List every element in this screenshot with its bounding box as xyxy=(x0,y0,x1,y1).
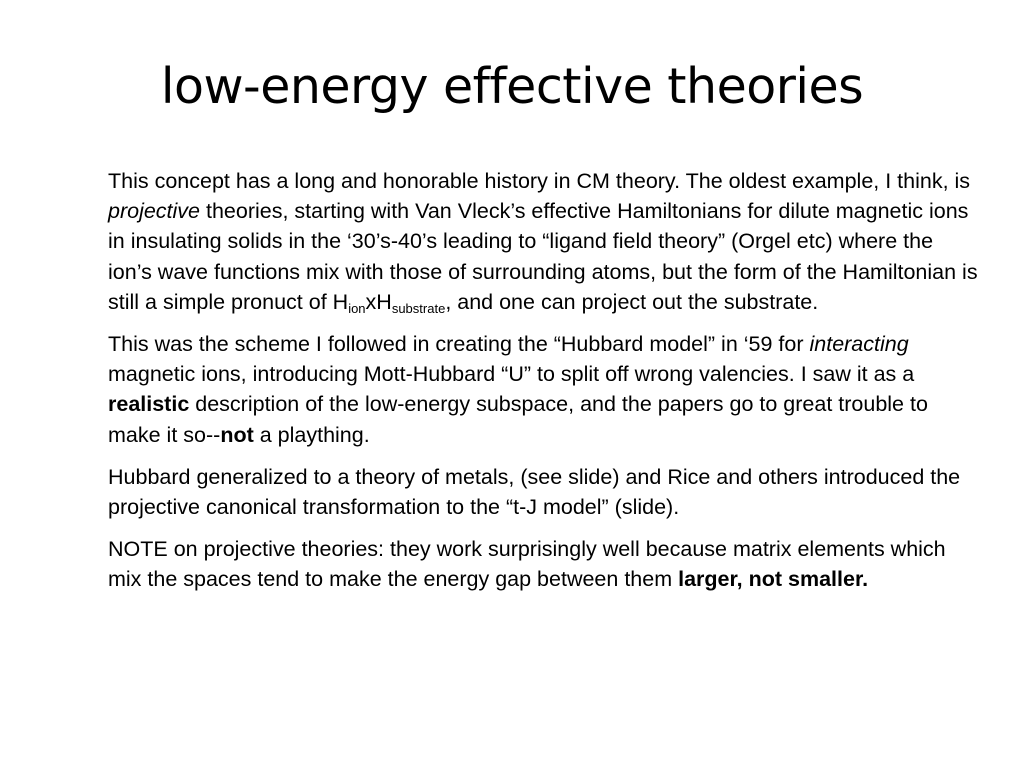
p1-subscript-ion: ion xyxy=(348,300,366,316)
slide-title: low-energy effective theories xyxy=(160,58,864,115)
p3-text: Hubbard generalized to a theory of metals, (see slide) and Rice and others introduced the projective canonical transformation to the “t-J model” (slide). xyxy=(108,464,961,520)
p2-text-a: This was the scheme I followed in creating the “Hubbard model” in ‘59 for xyxy=(108,332,810,357)
p2-text-g: a plaything. xyxy=(253,422,370,447)
p4-bold-larger-not-smaller: larger, not smaller. xyxy=(678,567,869,592)
paragraph-history xyxy=(108,166,978,317)
p2-text-c: magnetic ions, introducing Mott-Hubbard “U” to split off wrong valencies. I saw it as a xyxy=(108,362,915,387)
p2-italic-interacting: interacting xyxy=(809,332,909,357)
p2-bold-not: not xyxy=(220,422,254,447)
paragraph-hubbard-model xyxy=(108,329,978,450)
p1-italic-projective: projective xyxy=(108,199,201,224)
paragraph-note xyxy=(108,534,978,594)
p2-text-e: description of the low-energy subspace, and the papers go to great trouble to make it so-- xyxy=(108,392,928,447)
paragraph-metals xyxy=(108,462,978,522)
p2-bold-realistic: realistic xyxy=(108,392,190,417)
p1-text-e: , and one can project out the substrate. xyxy=(445,289,819,314)
p1-text-d: xH xyxy=(365,289,392,314)
p1-text-a: This concept has a long and honorable history in CM theory. The oldest example, I think, is xyxy=(108,169,971,193)
p1-text-c: theories, starting with Van Vleck’s effective Hamiltonians for dilute magnetic ions in insulating solids in the ‘30’s-40’s leading to “ligand field theory” (Orgel etc) where the ion’s wave functions mix with those of surrounding atoms, but the form of the Hamiltonian is still a simple pronuct of H xyxy=(108,199,978,314)
p4-text-a: NOTE on projective theories: they work surprisingly well because matrix elements which mix the spaces tend to make the energy gap between them xyxy=(108,537,946,592)
slide-body xyxy=(108,166,978,607)
p1-subscript-substrate: substrate xyxy=(391,300,446,316)
